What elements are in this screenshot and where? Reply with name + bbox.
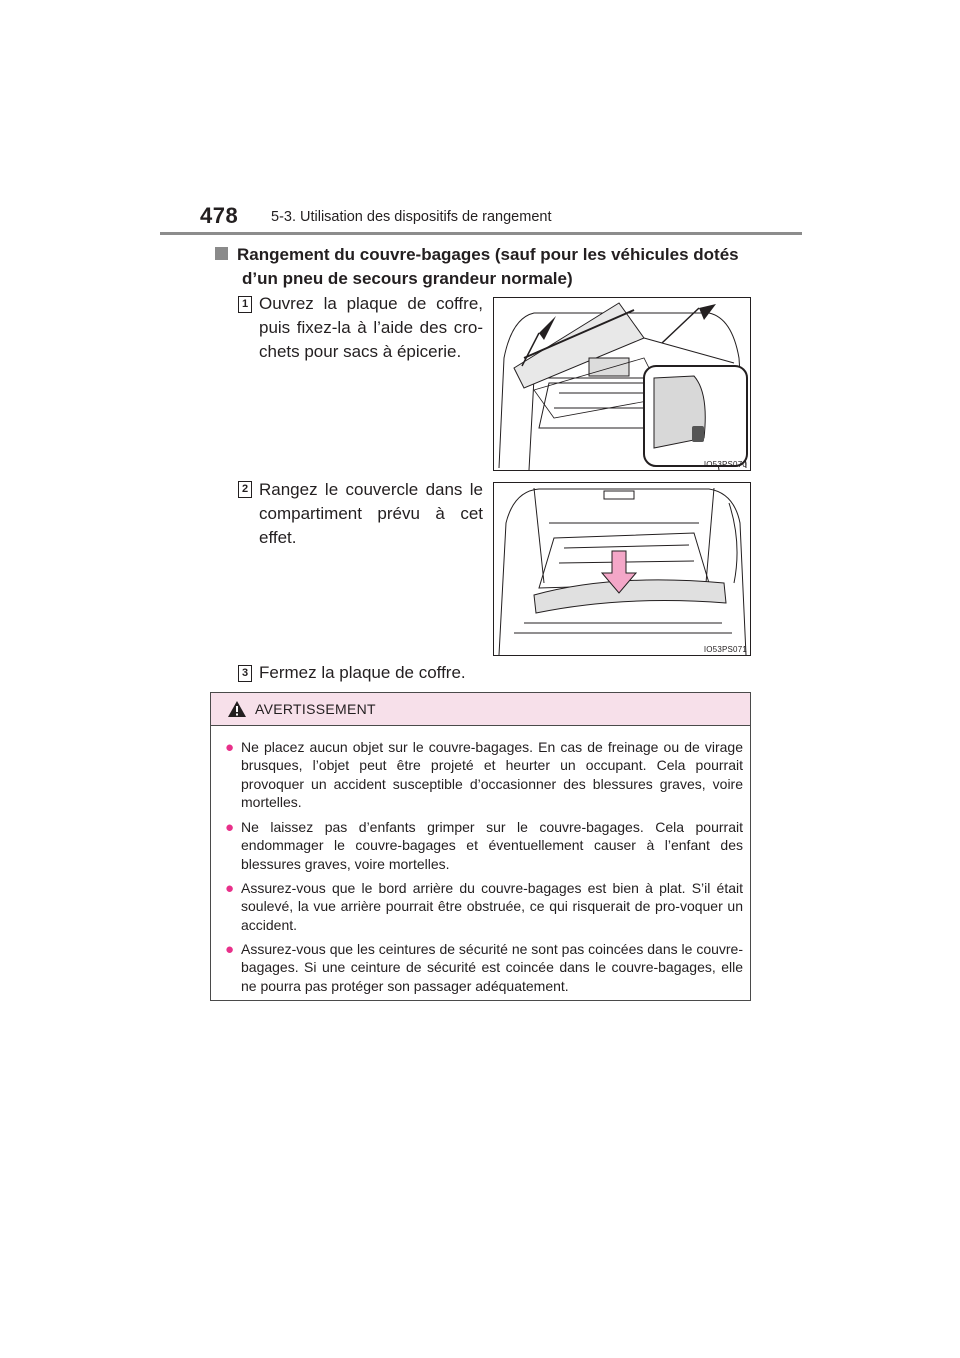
warning-box	[210, 692, 751, 1001]
warning-item-text: Ne laissez pas d’enfants grimper sur le couvre-bagages. Cela pourrait endommager le couvre-bagages et éventuellement causer à l’enfant des blessures graves, voire mortelles.	[241, 819, 743, 872]
trunk-open-illustration	[494, 298, 750, 470]
warning-item-4	[225, 940, 743, 995]
bullet-dot-icon: ●	[225, 941, 235, 958]
warning-item-1	[225, 738, 743, 812]
step-text-2: Rangez le couvercle dans le compartiment prévu à cet effet.	[259, 480, 483, 547]
step-number-1: 1	[238, 296, 252, 313]
figure-code-1: IO53PS070	[703, 460, 747, 469]
chapter-heading: 5-3. Utilisation des dispositifs de rangement	[271, 209, 552, 225]
warning-item-text: Assurez-vous que les ceintures de sécurité ne sont pas coincées dans le couvre-bagages. Si une ceinture de sécurité est coincée dans le couvre-bagages, elle ne pourra pas protéger son passager adéquatement.	[241, 941, 743, 994]
warning-header	[211, 693, 750, 726]
page-number: 478	[200, 203, 239, 228]
step-number-2: 2	[238, 481, 252, 498]
bullet-dot-icon: ●	[225, 739, 235, 756]
header-rule	[160, 232, 802, 235]
square-bullet-icon	[215, 247, 228, 260]
section-title	[215, 243, 755, 291]
step-text-1: Ouvrez la plaque de coffre, puis fixez-la à l’aide des cro-chets pour sacs à épicerie.	[259, 294, 483, 361]
warning-title: AVERTISSEMENT	[255, 701, 376, 717]
step-text-3: Fermez la plaque de coffre.	[259, 663, 466, 682]
warning-triangle-icon	[227, 700, 247, 718]
bullet-dot-icon: ●	[225, 880, 235, 897]
warning-item-2	[225, 818, 743, 873]
warning-item-text: Ne placez aucun objet sur le couvre-bagages. En cas de freinage ou de virage brusques, l’objet peut être projeté et heurter un occupant. Cela pourrait provoquer un accident susceptible d’occasionner des blessures graves, voire mortelles.	[241, 739, 743, 811]
section-title-line1: Rangement du couvre-bagages (sauf pour les véhicules dotés	[237, 245, 739, 264]
section-title-line2: d’un pneu de secours grandeur normale)	[242, 269, 573, 288]
figure-code-2: IO53PS071	[703, 645, 747, 654]
trunk-storage-illustration	[494, 483, 750, 655]
warning-item-text: Assurez-vous que le bord arrière du couvre-bagages est bien à plat. S’il était soulevé, la vue arrière pourrait être obstruée, ce qui risquerait de pro-voquer un accident.	[241, 880, 743, 933]
step-number-3: 3	[238, 665, 252, 682]
figure-open-trunk-board	[493, 297, 751, 471]
warning-item-3	[225, 879, 743, 934]
figure-store-cover	[493, 482, 751, 656]
bullet-dot-icon: ●	[225, 819, 235, 836]
